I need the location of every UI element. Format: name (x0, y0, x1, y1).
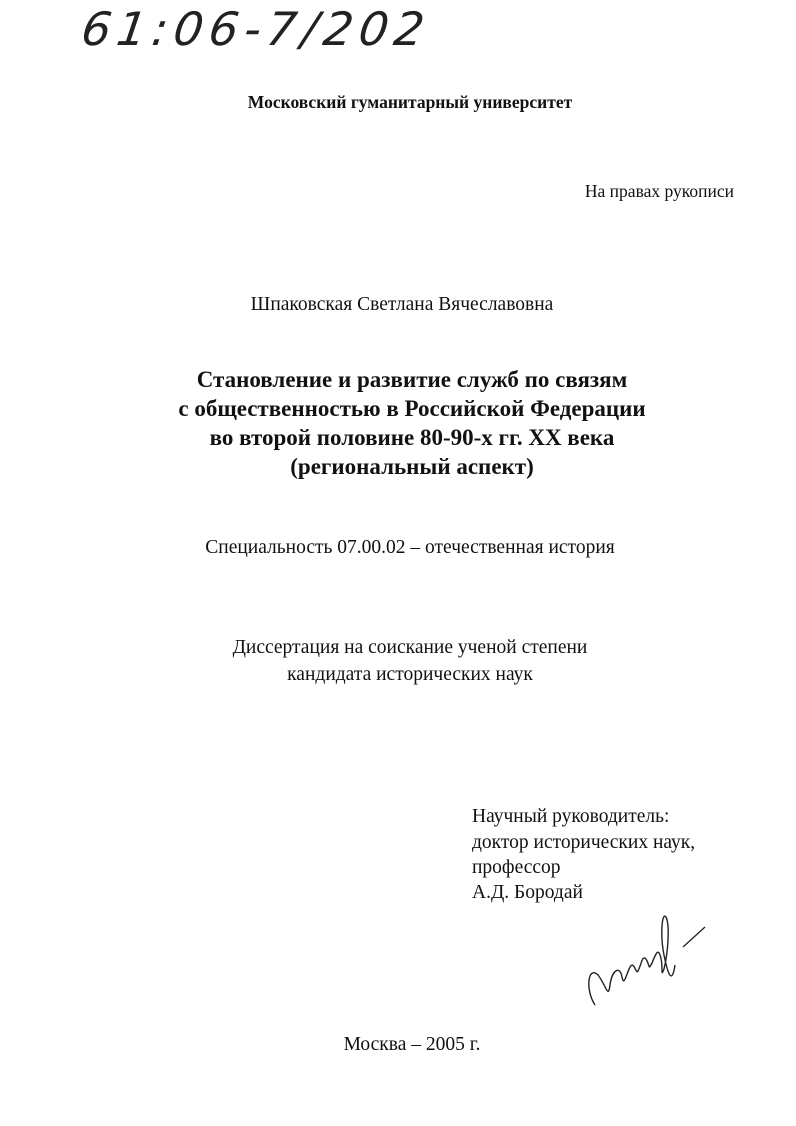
author-name: Шпаковская Светлана Вячеславовна (250, 294, 554, 315)
supervisor-line-1: Научный руководитель: (472, 806, 670, 827)
title-line-3: во второй половине 80-90-х гг. XX века (209, 425, 615, 450)
manuscript-note: На правах рукописи (584, 181, 734, 201)
supervisor-line-4: А.Д. Бородай (472, 882, 583, 903)
dissertation-line-1: Диссертация на соискание ученой степени (232, 637, 588, 658)
dissertation-line-2: кандидата исторических наук (287, 664, 533, 685)
specialty: Специальность 07.00.02 – отечественная история (205, 537, 615, 558)
title-line-1: Становление и развитие служб по связям (196, 367, 628, 392)
title-line-2: с общественностью в Российской Федерации (178, 396, 646, 421)
handwritten-archive-number: 61:06-7/202 (78, 2, 434, 56)
title-line-4: (региональный аспект) (290, 454, 534, 479)
supervisor-line-2: доктор исторических наук, (472, 832, 696, 853)
signature (580, 905, 720, 1015)
supervisor-line-3: профессор (472, 857, 561, 878)
place-year: Москва – 2005 г. (343, 1034, 481, 1055)
university-name: Московский гуманитарный университет (247, 92, 573, 112)
